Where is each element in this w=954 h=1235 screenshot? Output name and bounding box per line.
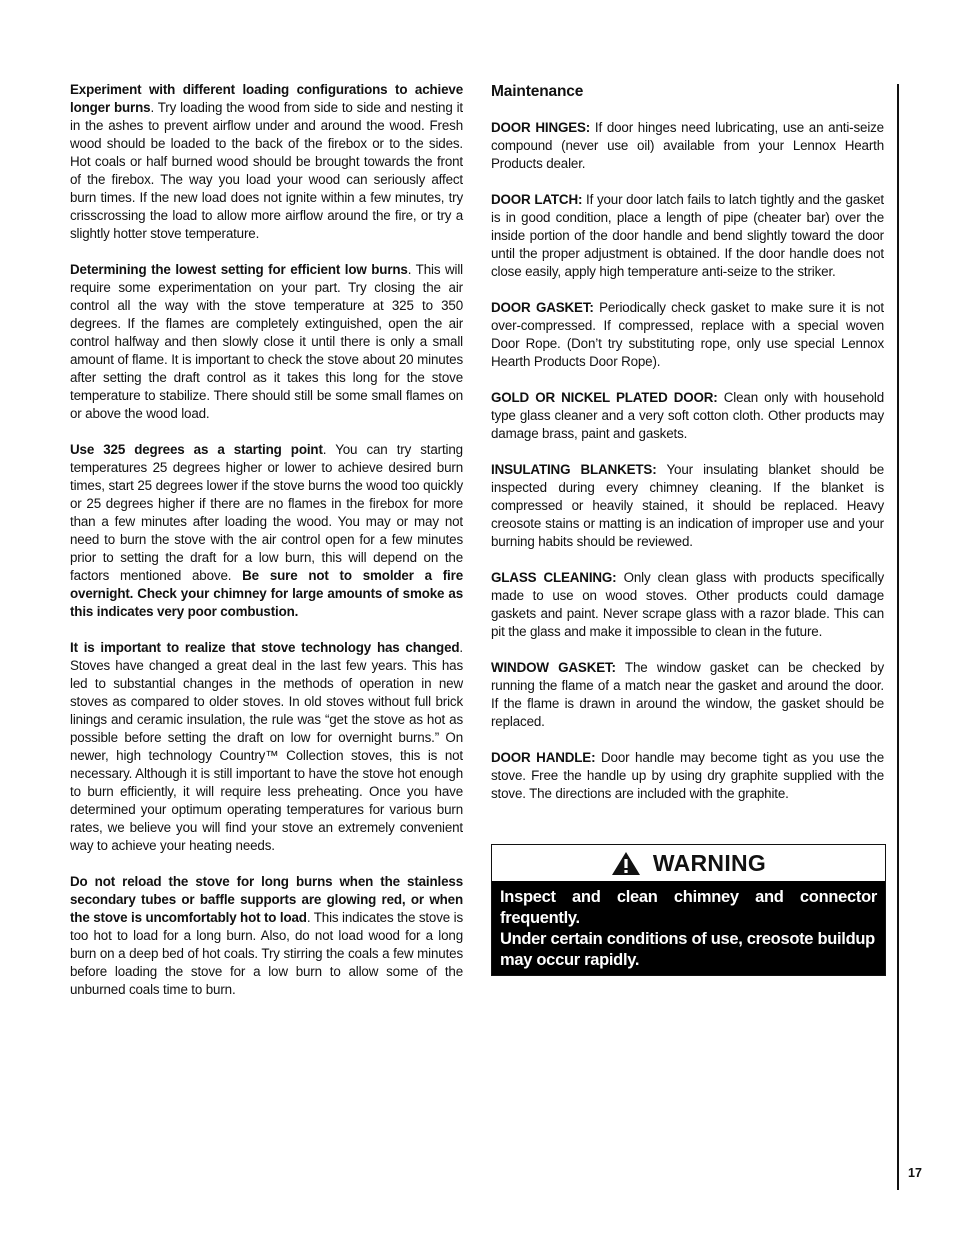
lead-bold: Experiment with different loading configurations to achieve longer burns	[70, 82, 463, 115]
item-text: Your insulating blanket should be inspected during every chimney cleaning. If the blanket is compressed or heavily stained, it should be replaced. Heavy creosote stains or matting is an indication of improper use and your burning habits should be reviewed.	[491, 462, 884, 549]
body-text: . Try loading the wood from side to side and nesting it in the ashes to prevent airflow under and around the wood. Fresh wood should be loaded to the back of the firebox or to the sides. Hot coals or half burned wood should be brought towards the front of the firebox. The way you load your wood can seriously affect burn times. If the new load does not ignite within a few minutes, try crisscrossing the load to allow more airflow around the fire, or try a slightly hotter stove temperature.	[70, 100, 463, 241]
item-label: WINDOW GASKET:	[491, 660, 616, 675]
left-column	[70, 81, 463, 1017]
paragraph-starting-point	[70, 441, 463, 621]
body-text: . This indicates the stove is too hot to load for a long burn. Also, do not load wood for a long burn on a deep bed of hot coals. Try stirring the coals a few minutes before loading the stove for a low burn to allow some of the unburned coals time to burn.	[70, 910, 464, 997]
warning-line: may occur rapidly.	[500, 951, 640, 969]
warning-triangle-icon	[611, 851, 641, 876]
warning-header	[492, 845, 885, 881]
item-text: Clean only with household type glass cleaner and a very soft cotton cloth. Other products may damage brass, paint and gaskets.	[491, 390, 884, 441]
vertical-rule	[897, 84, 899, 1190]
right-column	[491, 83, 884, 821]
maintenance-heading: Maintenance	[491, 83, 584, 100]
maintenance-item-plated-door	[491, 389, 884, 443]
item-text: The window gasket can be checked by running the flame of a match near the gasket and around the door. If the flame is drawn in around the window, the gasket should be replaced.	[491, 660, 884, 729]
item-label: GLASS CLEANING:	[491, 570, 617, 585]
body-text: . You can try starting temperatures 25 degrees higher or lower to achieve desired burn times, start 25 degrees lower if the stove burns the wood too quickly or 25 degrees higher if there are no flames in the firebox for more than a few minutes after loading the wood. You may or may not need to burn the stove with the air control open for a few minutes prior to setting the draft for a low burn, this will depend on the factors mentioned above.	[70, 442, 463, 583]
item-text: Periodically check gasket to make sure it is not over-compressed. If compressed, replace with a special woven Door Rope. (Don’t try substituting rope, only use special Lennox Hearth Products Door Rope).	[491, 300, 884, 369]
maintenance-item-insulating-blankets	[491, 461, 884, 551]
warning-line: Inspect and clean chimney and connector frequently.	[500, 888, 877, 927]
paragraph-lowest-setting	[70, 261, 463, 423]
item-text: Door handle may become tight as you use the stove. Free the handle up by using dry graphite supplied with the stove. The directions are included with the graphite.	[491, 750, 885, 801]
item-text: If your door latch fails to latch tightly and the gasket is in good condition, place a length of pipe (cheater bar) over the inside portion of the door handle and bend slightly toward the door until the proper adjustment is obtained. If the door handle does not close easily, apply high temperature anti-seize to the striker.	[491, 192, 885, 279]
maintenance-item-door-latch	[491, 191, 884, 281]
lead-bold: Use 325 degrees as a starting point	[70, 442, 323, 457]
maintenance-item-door-handle	[491, 749, 884, 803]
item-label: DOOR LATCH:	[491, 192, 583, 207]
body-text: . Stoves have changed a great deal in the last few years. This has led to substantial changes in the methods of operation in new stoves as compared to older stoves. In old stoves without full brick linings and ceramic insulation, the rule was “get the stove as hot as possible before setting the draft on low for overnight burns.” On newer, high technology Country™ Collection stoves, this is not necessary. Although it is still important to have the stove hot enough to burn efficiently, it will require less preheating. Once you have determined your optimum operating temperatures for various burn rates, we believe you will find your stove an extremely convenient way to achieve your heating needs.	[70, 640, 463, 853]
body-text: . This will require some experimentation on your part. Try closing the air control all the way with the stove temperature at 325 to 350 degrees. If the flames are completely extinguished, open the air control halfway and then slowly close it until there is only a small amount of flame. It is important to check the stove about 20 minutes after setting the draft control as it takes this long for the stove temperature to stabilize. There should still be some small flames on or above the wood load.	[70, 262, 463, 421]
lead-bold: It is important to realize that stove technology has changed	[70, 640, 460, 655]
warning-title: WARNING	[652, 849, 767, 876]
warning-line: Under certain conditions of use, creosote buildup	[500, 930, 875, 948]
item-label: DOOR HANDLE:	[491, 750, 596, 765]
item-text: If door hinges need lubricating, use an anti-seize compound (never use oil) available from your Lennox Hearth Products dealer.	[491, 120, 884, 171]
item-label: GOLD OR NICKEL PLATED DOOR:	[491, 390, 718, 405]
item-label: INSULATING BLANKETS:	[491, 462, 657, 477]
warning-box	[491, 844, 886, 976]
item-label: DOOR GASKET:	[491, 300, 594, 315]
paragraph-stove-technology	[70, 639, 463, 855]
item-label: DOOR HINGES:	[491, 120, 591, 135]
paragraph-loading-configurations	[70, 81, 463, 243]
maintenance-item-glass-cleaning	[491, 569, 884, 641]
page-number: 17	[908, 1166, 922, 1180]
trailing-bold: Be sure not to smolder a fire overnight. Check your chimney for large amounts of smoke as this indicates very poor combustion.	[70, 568, 463, 619]
maintenance-item-door-gasket	[491, 299, 884, 371]
warning-message	[492, 881, 885, 975]
lead-bold: Do not reload the stove for long burns when the stainless secondary tubes or baffle supports are glowing red, or when the stove is uncomfortably hot to load	[70, 874, 463, 925]
item-text: Only clean glass with products specifically made to use on wood stoves. Other products could damage gaskets and paint. Never scrape glass with a razor blade. This can pit the glass and make it impossible to clean in the future.	[491, 570, 884, 639]
lead-bold: Determining the lowest setting for efficient low burns	[70, 262, 408, 277]
maintenance-item-door-hinges	[491, 119, 884, 173]
maintenance-item-window-gasket	[491, 659, 884, 731]
paragraph-do-not-reload	[70, 873, 463, 999]
